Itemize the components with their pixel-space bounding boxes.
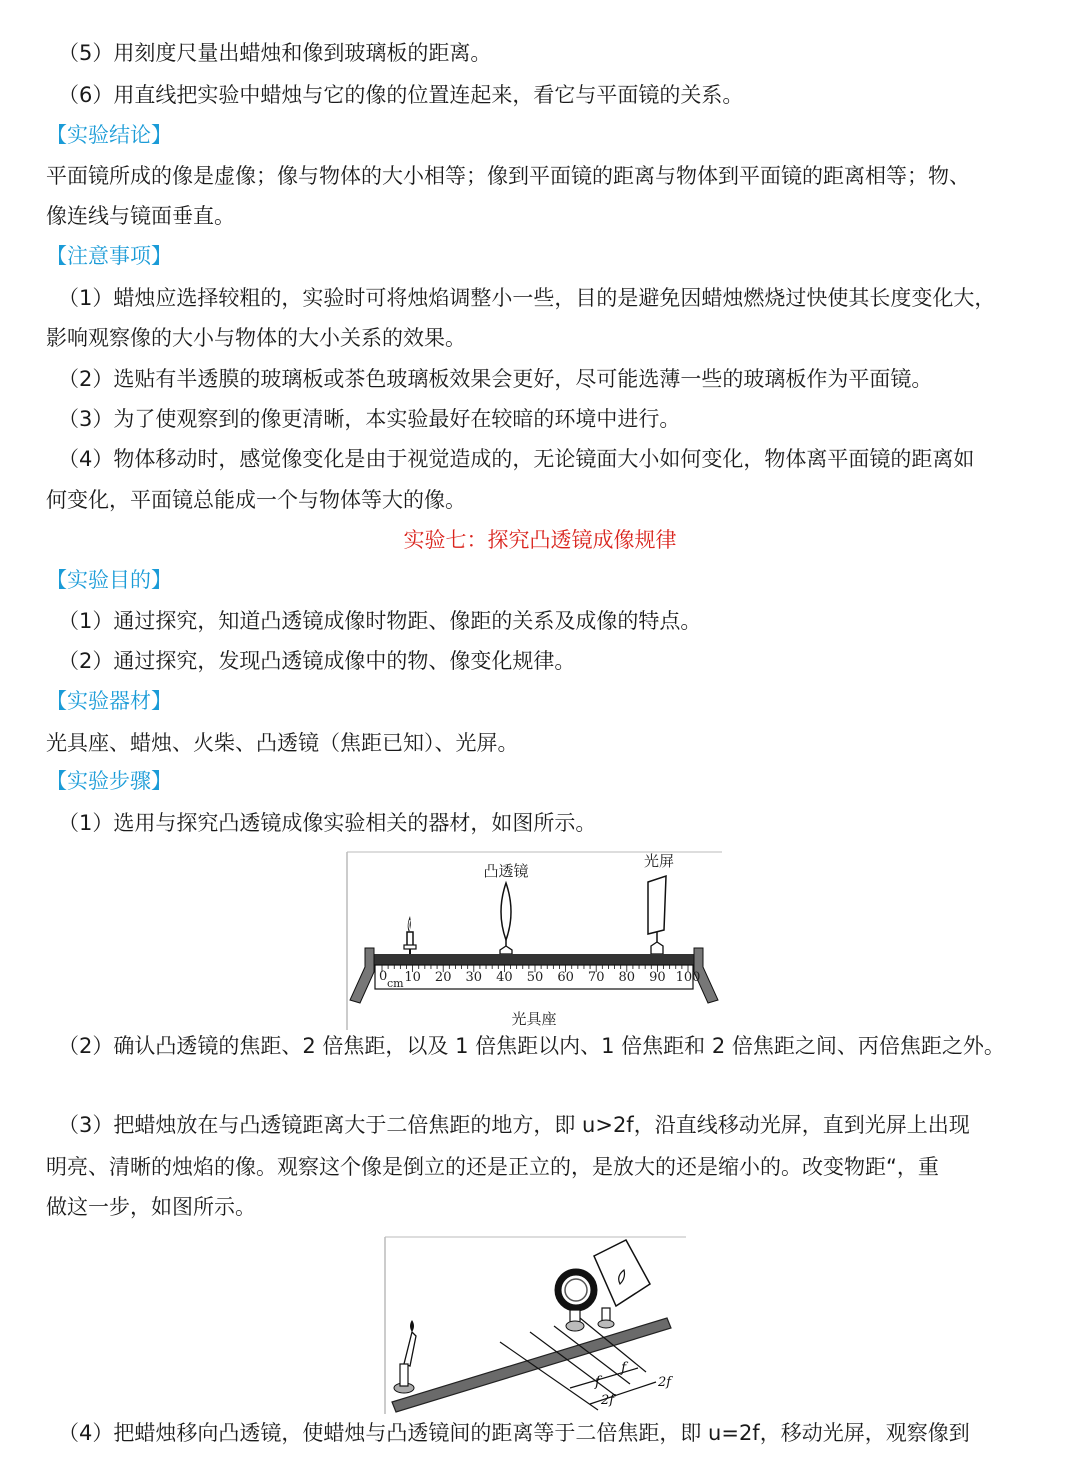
twof-label-1: 2f <box>601 1393 615 1408</box>
f-label-1: f <box>595 1374 601 1390</box>
step-4-text: （4）把蜡烛移向凸透镜，使蜡烛与凸透镜间的距离等于二倍焦距，即 u=2f，移动光屏，观察像到 <box>58 1421 970 1445</box>
step-3-text-1: （3）把蜡烛放在与凸透镜距离大于二倍焦距的地方，即 u>2f，沿直线移动光屏，直到光屏上出现 <box>58 1113 970 1137</box>
note-4-text-2: 何变化，平面镜总能成一个与物体等大的像。 <box>46 488 466 512</box>
rail <box>392 1318 671 1412</box>
note-4-text-1: （4）物体移动时，感觉像变化是由于视觉造成的，无论镜面大小如何变化，物体离平面镜的距离如 <box>58 447 975 471</box>
steps-heading: 【实验步骤】 <box>46 769 172 793</box>
experiment-7-title: 实验七：探究凸透镜成像规律 <box>403 528 677 552</box>
lens-label: 凸透镜 <box>483 862 529 880</box>
ruler-tick-label: 60 <box>557 970 574 985</box>
step-3-text-3: 做这一步，如图所示。 <box>46 1195 256 1219</box>
bench-label: 光具座 <box>511 1010 557 1028</box>
notes-heading: 【注意事项】 <box>46 244 172 268</box>
note-3-text: （3）为了使观察到的像更清晰，本实验最好在较暗的环境中进行。 <box>58 407 681 431</box>
ruler-tick-label: 70 <box>587 970 605 985</box>
conclusion-text-2: 像连线与镜面垂直。 <box>46 204 235 228</box>
convex-lens <box>500 883 512 954</box>
ruler-tick-label: 10 <box>404 970 421 985</box>
note-1-text-1: （1）蜡烛应选择较粗的，实验时可将烛焰调整小一些，目的是避免因蜡烛燃烧过快使其长度变化大， <box>58 286 996 310</box>
ruler-tick-label: 50 <box>526 970 544 985</box>
equipment-text: 光具座、蜡烛、火柴、凸透镜（焦距已知）、光屏。 <box>46 731 519 755</box>
candle-2 <box>394 1320 416 1393</box>
light-screen-2 <box>594 1240 650 1328</box>
twof-label-2: 2f <box>658 1375 672 1390</box>
purpose-heading: 【实验目的】 <box>46 568 172 592</box>
ruler-tick-label: 90 <box>649 970 666 985</box>
optical-bench-figure <box>346 850 724 1032</box>
f-label-2: f <box>621 1360 627 1376</box>
candle <box>404 916 416 954</box>
ruler-tick-label: 100 <box>675 970 701 985</box>
purpose-1-text: （1）通过探究，知道凸透镜成像时物距、像距的关系及成像的特点。 <box>58 609 702 633</box>
purpose-2-text: （2）通过探究，发现凸透镜成像中的物、像变化规律。 <box>58 649 576 673</box>
perspective-setup-figure <box>384 1236 688 1416</box>
ruler-tick-label: 40 <box>496 970 513 985</box>
light-screen <box>648 876 666 954</box>
equipment-heading: 【实验器材】 <box>46 689 172 713</box>
step-1-text: （1）选用与探究凸透镜成像实验相关的器材，如图所示。 <box>58 811 597 835</box>
step-2-text: （2）确认凸透镜的焦距、2 倍焦距，以及 1 倍焦距以内、1 倍焦距和 2 倍焦距之间、丙倍焦距之外。 <box>58 1034 1005 1058</box>
ruler-tick-label: 20 <box>434 970 452 985</box>
step-5-text: （5）用刻度尺量出蜡烛和像到玻璃板的距离。 <box>58 41 492 65</box>
ruler-tick-label: 30 <box>465 970 483 985</box>
conclusion-text-1: 平面镜所成的像是虚像；像与物体的大小相等；像到平面镜的距离与物体到平面镜的距离相等；物、 <box>46 164 970 188</box>
conclusion-heading: 【实验结论】 <box>46 123 172 147</box>
ruler-zero-label: 0 <box>379 969 388 984</box>
screen-label: 光屏 <box>643 852 675 870</box>
step-6-text: （6）用直线把实验中蜡烛与它的像的位置连起来，看它与平面镜的关系。 <box>58 83 744 107</box>
step-3-text-2: 明亮、清晰的烛焰的像。观察这个像是倒立的还是正立的，是放大的还是缩小的。改变物距“，重 <box>46 1155 939 1179</box>
convex-lens-2 <box>558 1272 594 1331</box>
note-2-text: （2）选贴有半透膜的玻璃板或茶色玻璃板效果会更好，尽可能选薄一些的玻璃板作为平面镜。 <box>58 367 933 391</box>
ruler-unit-label: cm <box>387 977 404 990</box>
ruler-tick-label: 80 <box>618 970 636 985</box>
note-1-text-2: 影响观察像的大小与物体的大小关系的效果。 <box>46 326 466 350</box>
